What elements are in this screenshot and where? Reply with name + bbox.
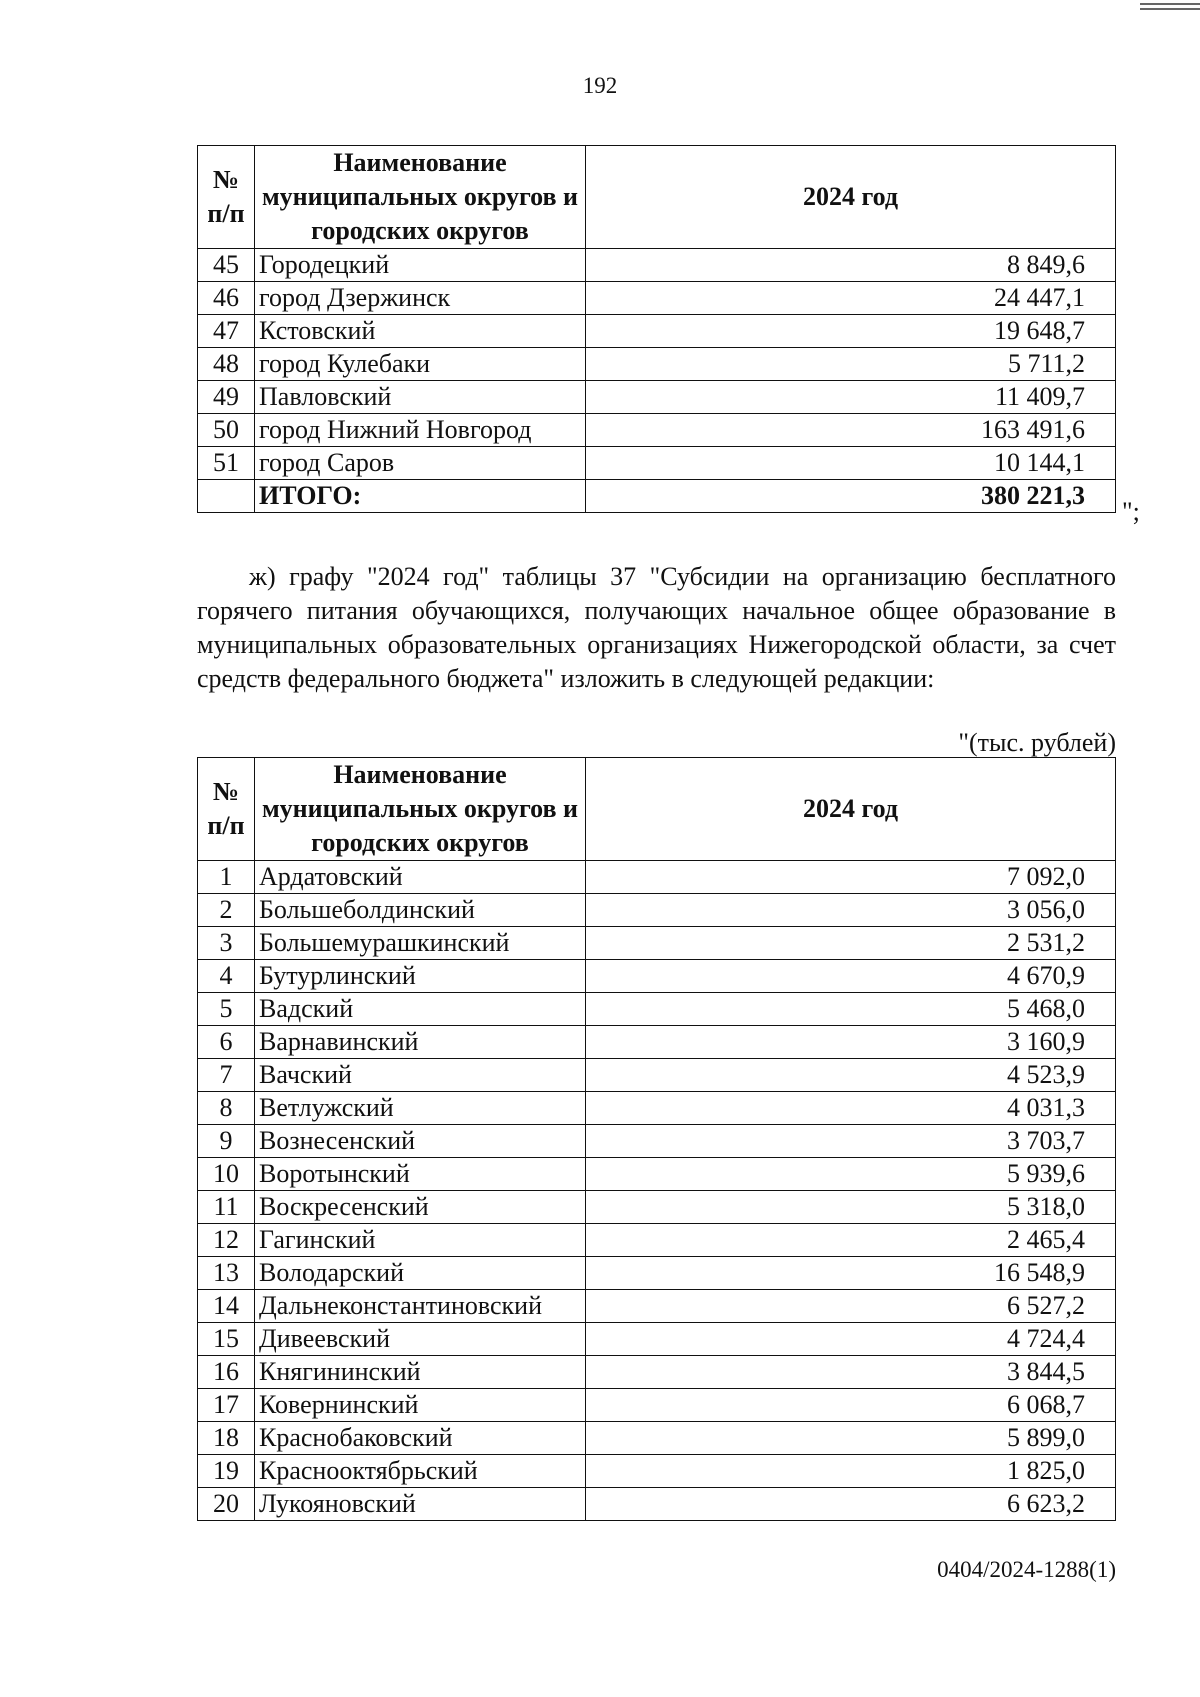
- table-header-row: [198, 146, 1116, 249]
- header-name: Наименование муниципальных округов и городских округов: [255, 146, 586, 249]
- row-district-name: Краснооктябрьский: [255, 1455, 586, 1488]
- row-district-name: Краснобаковский: [255, 1422, 586, 1455]
- row-value: 4 670,9: [586, 960, 1116, 993]
- amendment-paragraph: ж) графу "2024 год" таблицы 37 "Субсидии на организацию бесплатного горячего питания обучающихся, получающих начальное общее образование в муниципальных образовательных организациях Нижегородской области, за счет средств федерального бюджета" изложить в следующей редакции:: [197, 562, 1116, 693]
- row-number: 20: [198, 1488, 255, 1521]
- table-row: [198, 1290, 1116, 1323]
- table-row: [198, 1092, 1116, 1125]
- table-row: [198, 315, 1116, 348]
- table-row: [198, 1158, 1116, 1191]
- row-value: 2 465,4: [586, 1224, 1116, 1257]
- table-header-row: [198, 758, 1116, 861]
- row-district-name: Дальнеконстантиновский: [255, 1290, 586, 1323]
- row-value: 10 144,1: [586, 447, 1116, 480]
- row-district-name: Городецкий: [255, 249, 586, 282]
- row-district-name: Бутурлинский: [255, 960, 586, 993]
- table-row: [198, 282, 1116, 315]
- subsidy-table-37: [197, 757, 1116, 1521]
- row-number: 4: [198, 960, 255, 993]
- header-name: Наименование муниципальных округов и городских округов: [255, 758, 586, 861]
- table-row: [198, 1323, 1116, 1356]
- row-value: 24 447,1: [586, 282, 1116, 315]
- header-number: № п/п: [198, 146, 255, 249]
- row-number: 48: [198, 348, 255, 381]
- table-row: [198, 1422, 1116, 1455]
- table-row: [198, 381, 1116, 414]
- table-row: [198, 993, 1116, 1026]
- table-row: [198, 1224, 1116, 1257]
- closing-quote: ";: [1122, 497, 1140, 526]
- row-value: 5 939,6: [586, 1158, 1116, 1191]
- row-district-name: Вачский: [255, 1059, 586, 1092]
- row-value: 5 711,2: [586, 348, 1116, 381]
- row-number: 17: [198, 1389, 255, 1422]
- row-number: 7: [198, 1059, 255, 1092]
- units-label: "(тыс. рублей): [958, 728, 1116, 757]
- table-row: [198, 1026, 1116, 1059]
- row-value: 2 531,2: [586, 927, 1116, 960]
- row-district-name: Варнавинский: [255, 1026, 586, 1059]
- table-row: [198, 1455, 1116, 1488]
- row-number: 15: [198, 1323, 255, 1356]
- row-district-name: Большеболдинский: [255, 894, 586, 927]
- total-row: [198, 480, 1116, 513]
- row-number: 18: [198, 1422, 255, 1455]
- table-row: [198, 1488, 1116, 1521]
- row-value: 7 092,0: [586, 861, 1116, 894]
- table-row: [198, 348, 1116, 381]
- row-value: 3 160,9: [586, 1026, 1116, 1059]
- row-district-name: город Дзержинск: [255, 282, 586, 315]
- row-number: 11: [198, 1191, 255, 1224]
- row-number: 45: [198, 249, 255, 282]
- row-number: 51: [198, 447, 255, 480]
- row-value: 163 491,6: [586, 414, 1116, 447]
- table-row: [198, 960, 1116, 993]
- row-district-name: Княгининский: [255, 1356, 586, 1389]
- row-number: 8: [198, 1092, 255, 1125]
- row-district-name: город Нижний Новгород: [255, 414, 586, 447]
- row-district-name: Володарский: [255, 1257, 586, 1290]
- row-value: 3 056,0: [586, 894, 1116, 927]
- table-row: [198, 1356, 1116, 1389]
- row-district-name: Большемурашкинский: [255, 927, 586, 960]
- table-row: [198, 1191, 1116, 1224]
- row-district-name: Вадский: [255, 993, 586, 1026]
- table-row: [198, 1389, 1116, 1422]
- row-value: 4 523,9: [586, 1059, 1116, 1092]
- total-label: ИТОГО:: [255, 480, 586, 513]
- table-row: [198, 447, 1116, 480]
- row-district-name: город Кулебаки: [255, 348, 586, 381]
- table-row: [198, 927, 1116, 960]
- row-value: 11 409,7: [586, 381, 1116, 414]
- districts-table-continued: [197, 145, 1116, 513]
- row-number: 2: [198, 894, 255, 927]
- row-value: 4 031,3: [586, 1092, 1116, 1125]
- row-number: 3: [198, 927, 255, 960]
- row-value: 1 825,0: [586, 1455, 1116, 1488]
- document-code: 0404/2024-1288(1): [937, 1557, 1116, 1582]
- row-district-name: город Саров: [255, 447, 586, 480]
- row-number: 46: [198, 282, 255, 315]
- row-district-name: Кстовский: [255, 315, 586, 348]
- row-value: 4 724,4: [586, 1323, 1116, 1356]
- page-number: 192: [582, 73, 618, 98]
- row-value: 6 068,7: [586, 1389, 1116, 1422]
- row-number: 10: [198, 1158, 255, 1191]
- row-district-name: Лукояновский: [255, 1488, 586, 1521]
- row-value: 19 648,7: [586, 315, 1116, 348]
- row-number: 5: [198, 993, 255, 1026]
- scan-corner-mark: [1140, 0, 1200, 10]
- row-value: 5 318,0: [586, 1191, 1116, 1224]
- row-number: 14: [198, 1290, 255, 1323]
- row-district-name: Воротынский: [255, 1158, 586, 1191]
- row-district-name: Ветлужский: [255, 1092, 586, 1125]
- header-year: 2024 год: [586, 146, 1116, 249]
- row-value: 5 468,0: [586, 993, 1116, 1026]
- row-value: 6 623,2: [586, 1488, 1116, 1521]
- row-number: 16: [198, 1356, 255, 1389]
- row-number: 6: [198, 1026, 255, 1059]
- row-value: 3 844,5: [586, 1356, 1116, 1389]
- row-value: 16 548,9: [586, 1257, 1116, 1290]
- row-value: 3 703,7: [586, 1125, 1116, 1158]
- row-district-name: Павловский: [255, 381, 586, 414]
- total-empty-cell: [198, 480, 255, 513]
- row-value: 6 527,2: [586, 1290, 1116, 1323]
- row-number: 50: [198, 414, 255, 447]
- row-value: 8 849,6: [586, 249, 1116, 282]
- header-number: № п/п: [198, 758, 255, 861]
- table-row: [198, 1059, 1116, 1092]
- table-row: [198, 1125, 1116, 1158]
- row-district-name: Вознесенский: [255, 1125, 586, 1158]
- total-value: 380 221,3: [586, 480, 1116, 513]
- row-number: 47: [198, 315, 255, 348]
- row-number: 1: [198, 861, 255, 894]
- table-row: [198, 249, 1116, 282]
- row-value: 5 899,0: [586, 1422, 1116, 1455]
- row-district-name: Ардатовский: [255, 861, 586, 894]
- row-district-name: Гагинский: [255, 1224, 586, 1257]
- row-district-name: Воскресенский: [255, 1191, 586, 1224]
- row-number: 9: [198, 1125, 255, 1158]
- table-row: [198, 861, 1116, 894]
- table-row: [198, 414, 1116, 447]
- table-row: [198, 894, 1116, 927]
- table-row: [198, 1257, 1116, 1290]
- row-number: 49: [198, 381, 255, 414]
- header-year: 2024 год: [586, 758, 1116, 861]
- row-number: 19: [198, 1455, 255, 1488]
- row-number: 12: [198, 1224, 255, 1257]
- row-district-name: Дивеевский: [255, 1323, 586, 1356]
- row-number: 13: [198, 1257, 255, 1290]
- row-district-name: Ковернинский: [255, 1389, 586, 1422]
